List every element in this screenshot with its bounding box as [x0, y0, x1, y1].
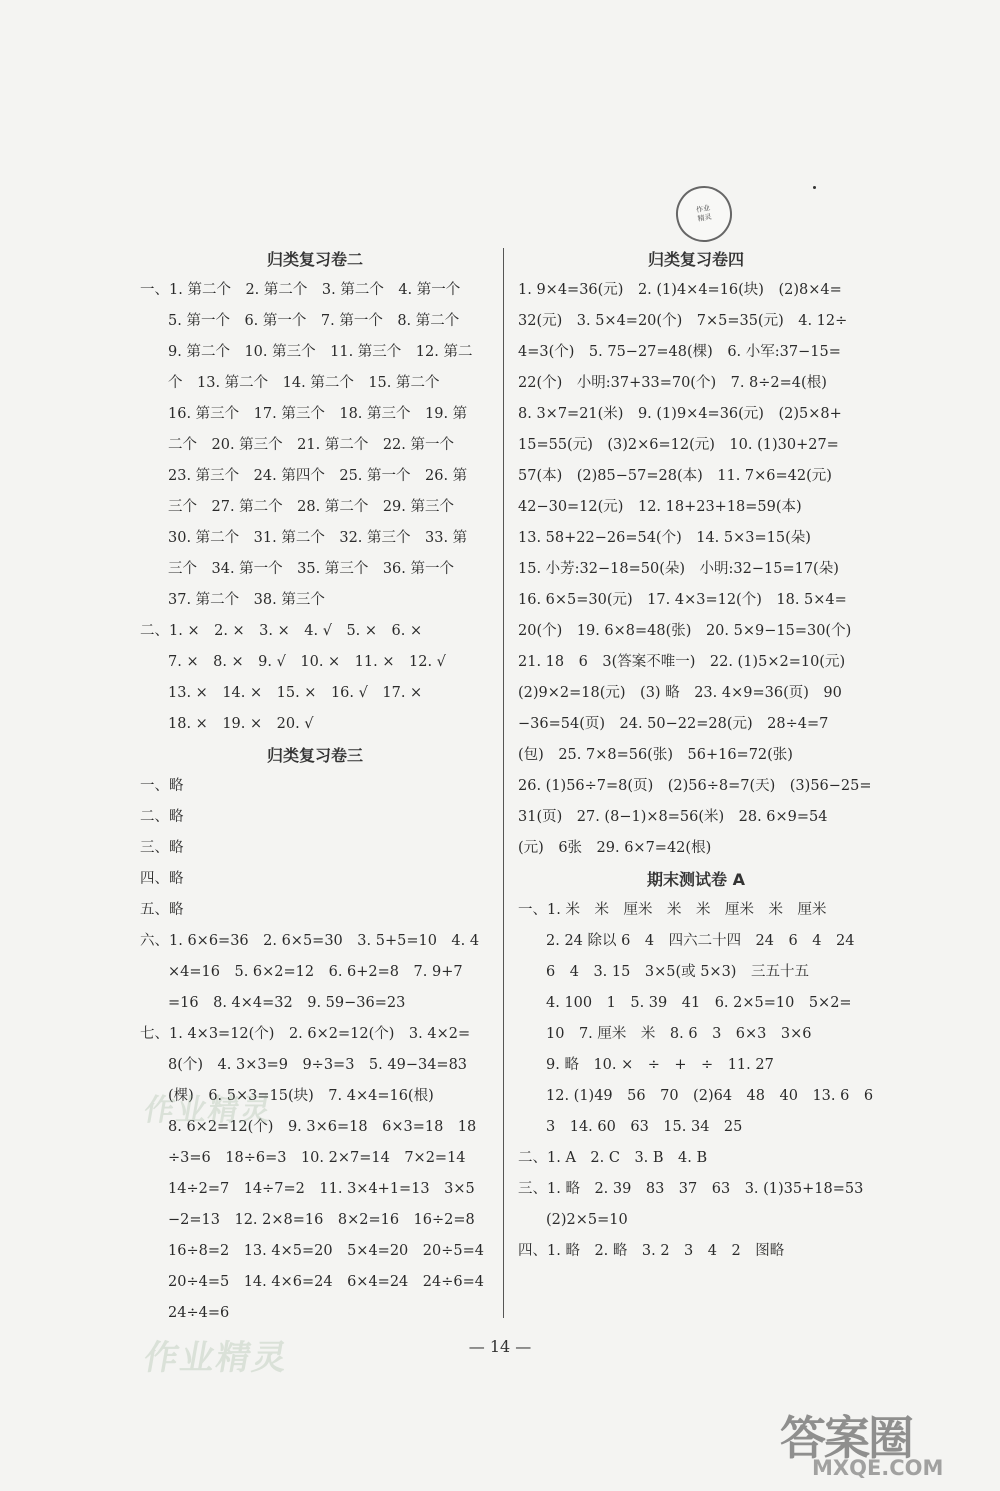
page-number: — 14 —: [468, 1337, 532, 1356]
left-column: [140, 244, 490, 1329]
answer-line: 21. 18 6 3(答案不唯一) 22. (1)5×2=10(元): [518, 654, 846, 670]
answer-line: 20(个) 19. 6×8=48(张) 20. 5×9−15=30(个): [518, 623, 852, 639]
answer-line: 22(个) 小明:37+33=70(个) 7. 8÷2=4(根): [518, 375, 827, 391]
answer-line: 六、1. 6×6=36 2. 6×5=30 3. 5+5=10 4. 4: [140, 933, 480, 949]
section-heading-review-4: 归类复习卷四: [647, 250, 744, 269]
answer-line: 18. × 19. × 20. √: [168, 716, 314, 732]
answer-line: 4=3(个) 5. 75−27=48(棵) 6. 小军:37−15=: [518, 344, 841, 360]
answer-line: 24÷4=6: [168, 1305, 230, 1321]
answer-line: 31(页) 27. (8−1)×8=56(米) 28. 6×9=54: [518, 809, 828, 825]
answer-line: 3 14. 60 63 15. 34 25: [546, 1119, 743, 1135]
corner-watermark-logo: 答案圈: [780, 1411, 912, 1465]
stamp-line2: 精灵: [697, 212, 713, 224]
answer-line: 9. 第二个 10. 第三个 11. 第三个 12. 第二: [168, 344, 473, 360]
answer-line: 10 7. 厘米 米 8. 6 3 6×3 3×6: [546, 1026, 812, 1042]
answer-line: 三个 34. 第一个 35. 第三个 36. 第一个: [168, 561, 455, 577]
answer-line: 42−30=12(元) 12. 18+23+18=59(本): [518, 499, 802, 515]
answer-line: =16 8. 4×4=32 9. 59−36=23: [168, 995, 406, 1011]
answer-line: 三、1. 略 2. 39 83 37 63 3. (1)35+18=53: [518, 1181, 864, 1197]
right-column: [518, 244, 874, 1267]
stamp-line1: 作业: [695, 203, 711, 215]
answer-line: 32(元) 3. 5×4=20(个) 7×5=35(元) 4. 12÷: [518, 313, 848, 329]
answer-line: 四、1. 略 2. 略 3. 2 3 4 2 图略: [518, 1243, 785, 1259]
ink-dot: [813, 186, 816, 189]
corner-watermark-url: MXQE.COM: [812, 1456, 944, 1480]
answer-line: 1. 9×4=36(元) 2. (1)4×4=16(块) (2)8×4=: [518, 282, 842, 298]
watermark-text: 作业精灵: [141, 1093, 276, 1128]
answer-line: 13. × 14. × 15. × 16. √ 17. ×: [168, 685, 423, 701]
answer-line: ÷3=6 18÷6=3 10. 2×7=14 7×2=14: [168, 1150, 466, 1166]
answer-line: 四、略: [140, 871, 184, 887]
answer-line: 26. (1)56÷7=8(页) (2)56÷8=7(天) (3)56−25=: [518, 778, 872, 794]
answer-line: 15. 小芳:32−18=50(朵) 小明:32−15=17(朵): [518, 561, 839, 577]
answer-line: 16. 第三个 17. 第三个 18. 第三个 19. 第: [168, 406, 468, 422]
answer-line: 二、1. A 2. C 3. B 4. B: [518, 1150, 708, 1166]
answer-line: (包) 25. 7×8=56(张) 56+16=72(张): [518, 747, 793, 763]
answer-line: 20÷4=5 14. 4×6=24 6×4=24 24÷6=4: [168, 1274, 484, 1290]
answer-line: (2)9×2=18(元) (3) 略 23. 4×9=36(页) 90: [518, 685, 842, 701]
answer-line: 2. 24 除以 6 4 四六二十四 24 6 4 24: [546, 933, 855, 949]
answer-line: 二、1. × 2. × 3. × 4. √ 5. × 6. ×: [140, 623, 423, 639]
stamp-logo: [672, 182, 737, 247]
answer-line: −36=54(页) 24. 50−22=28(元) 28÷4=7: [518, 716, 829, 732]
answer-line: 15=55(元) (3)2×6=12(元) 10. (1)30+27=: [518, 437, 839, 453]
answer-line: 二、略: [140, 809, 184, 825]
answer-line: 14÷2=7 14÷7=2 11. 3×4+1=13 3×5: [168, 1181, 475, 1197]
answer-line: 8. 6×2=12(个) 9. 3×6=18 6×3=18 18: [168, 1119, 477, 1135]
answer-line: 9. 略 10. × ÷ + ÷ 11. 27: [546, 1057, 774, 1073]
section-heading-review-3: 归类复习卷三: [266, 746, 363, 765]
answer-line: 8. 3×7=21(米) 9. (1)9×4=36(元) (2)5×8+: [518, 406, 842, 422]
answer-line: ×4=16 5. 6×2=12 6. 6+2=8 7. 9+7: [168, 964, 463, 980]
answer-line: 一、1. 米 米 厘米 米 米 厘米 米 厘米: [518, 902, 827, 918]
answer-line: 12. (1)49 56 70 (2)64 48 40 13. 6 6: [546, 1088, 874, 1104]
answer-line: 三个 27. 第二个 28. 第二个 29. 第三个: [168, 499, 455, 515]
answer-line: 13. 58+22−26=54(个) 14. 5×3=15(朵): [518, 530, 811, 546]
answer-line: 8(个) 4. 3×3=9 9÷3=3 5. 49−34=83: [168, 1057, 468, 1073]
answer-line: 57(本) (2)85−57=28(本) 11. 7×6=42(元): [518, 468, 832, 484]
answer-line: 一、1. 第二个 2. 第二个 3. 第二个 4. 第一个: [140, 282, 461, 298]
answer-line: 16. 6×5=30(元) 17. 4×3=12(个) 18. 5×4=: [518, 592, 847, 608]
answer-line: (元) 6张 29. 6×7=42(根): [518, 840, 712, 856]
answer-line: (棵) 6. 5×3=15(块) 7. 4×4=16(根): [168, 1088, 434, 1104]
answer-line: 五、略: [140, 902, 184, 918]
section-heading-review-2: 归类复习卷二: [266, 250, 363, 269]
answer-line: 七、1. 4×3=12(个) 2. 6×2=12(个) 3. 4×2=: [140, 1026, 471, 1042]
answer-line: 16÷8=2 13. 4×5=20 5×4=20 20÷5=4: [168, 1243, 484, 1259]
watermark-text: 作业精灵: [140, 1338, 292, 1378]
answer-line: −2=13 12. 2×8=16 8×2=16 16÷2=8: [168, 1212, 475, 1228]
answer-line: 4. 100 1 5. 39 41 6. 2×5=10 5×2=: [546, 995, 852, 1011]
answer-line: 23. 第三个 24. 第四个 25. 第一个 26. 第: [168, 468, 468, 484]
answer-line: (2)2×5=10: [546, 1212, 628, 1228]
answer-line: 6 4 3. 15 3×5(或 5×3) 三五十五: [546, 964, 809, 980]
answer-line: 二个 20. 第三个 21. 第二个 22. 第一个: [168, 437, 455, 453]
answer-line: 30. 第二个 31. 第二个 32. 第三个 33. 第: [168, 530, 468, 546]
answer-line: 5. 第一个 6. 第一个 7. 第一个 8. 第二个: [168, 313, 460, 329]
answer-line: 一、略: [140, 778, 184, 794]
section-heading-final-test-a: 期末测试卷 A: [647, 870, 745, 889]
column-divider: [503, 248, 504, 1318]
answer-line: 7. × 8. × 9. √ 10. × 11. × 12. √: [168, 654, 446, 670]
answer-line: 37. 第二个 38. 第三个: [168, 592, 325, 608]
answer-line: 三、略: [140, 840, 184, 856]
answer-line: 个 13. 第二个 14. 第二个 15. 第二个: [168, 375, 440, 391]
